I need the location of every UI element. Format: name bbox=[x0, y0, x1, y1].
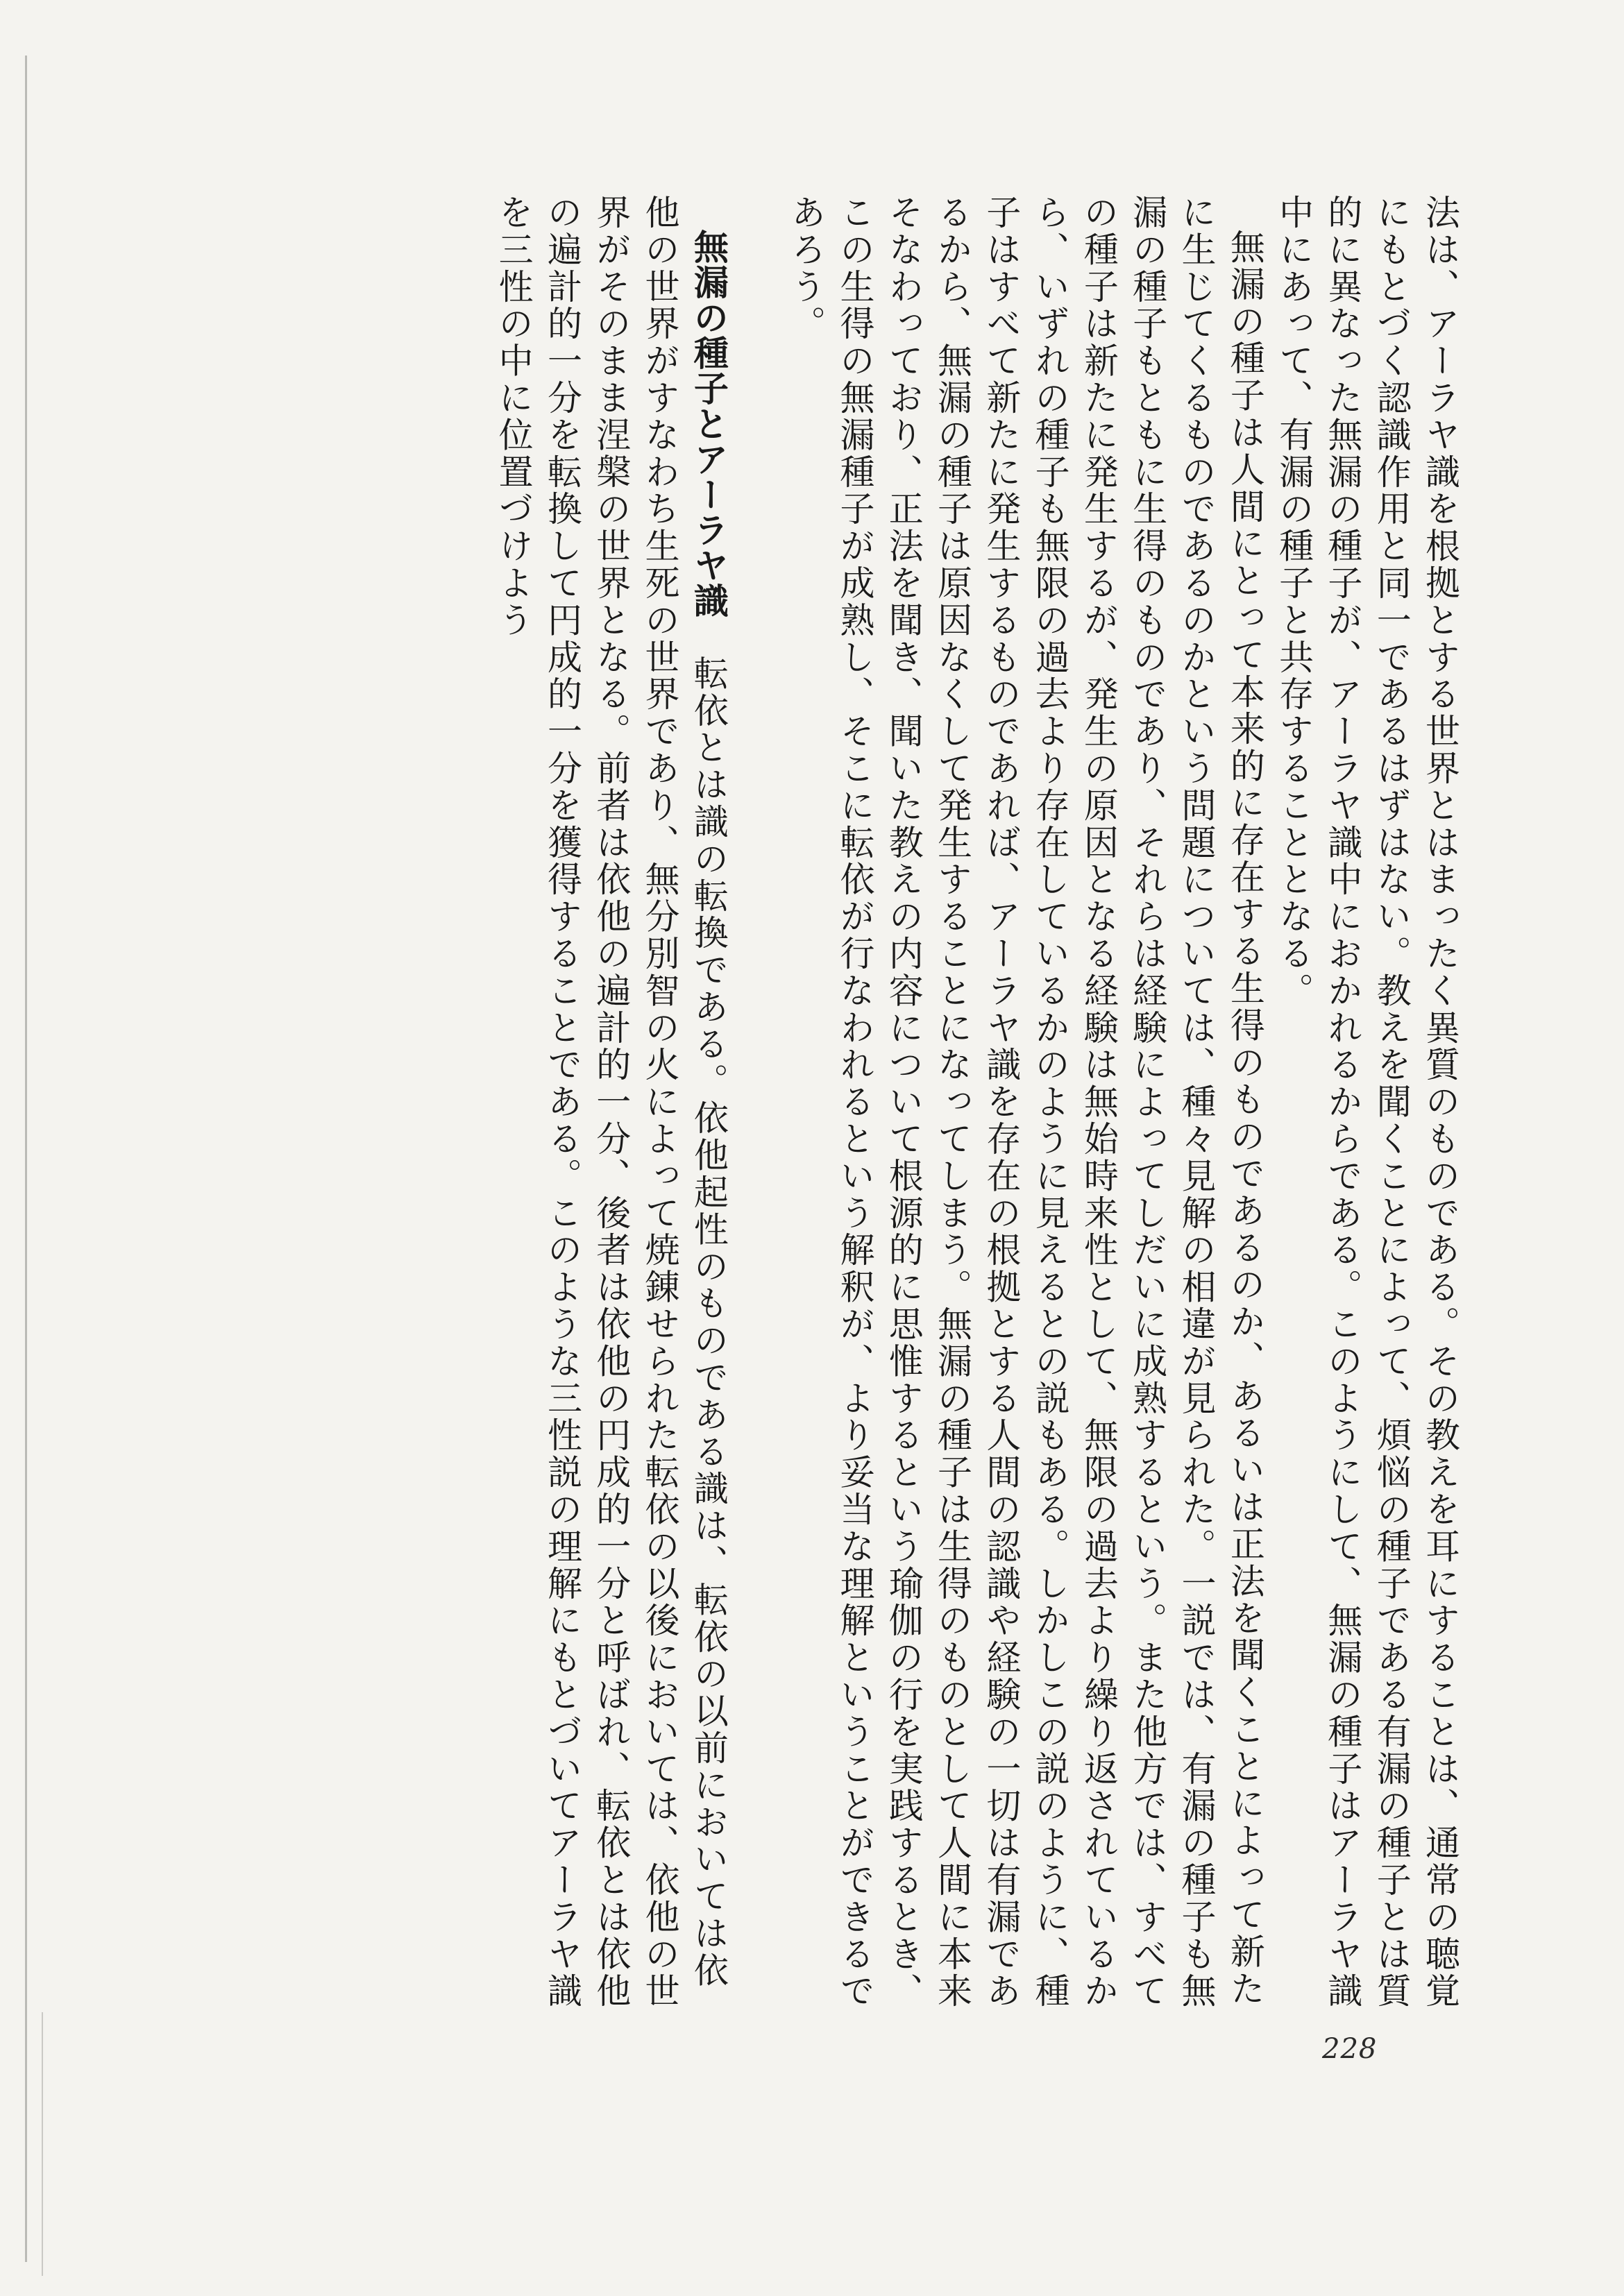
section-body: 転依とは識の転換である。依他起性のものである識は、転依の以前においては依他の世界がすなわち生死の世界であり、無分別智の火によって焼錬せられた転依の以後においては、依他の世界がそのまま涅槃の世界となる。前者は依他の遍計的一分、後者は依他の円成的一分と呼ばれ、転依とは依他の遍計的一分を転換して円成的一分を獲得することである。このような三性説の理解にもとづいてアーラヤ識を三性の中に位置づけよう bbox=[493, 194, 729, 2010]
section-paragraph bbox=[489, 194, 732, 2012]
binding-edge-line bbox=[25, 56, 27, 2262]
binding-edge-shadow bbox=[42, 2012, 43, 2276]
paragraph-2: 無漏の種子は人間にとって本来的に存在する生得のものであるのか、あるいは正法を聞くことによって新たに生じてくるものであるのかという問題については、種々見解の相違が見られた。一説では、有漏の種子も無漏の種子もともに生得のものであり、それらは経験によってしだいに成熟するという。また他方では、すべての種子は新たに発生するが、発生の原因となる経験は無始時来性として、無限の過去より繰り返されているから、いずれの種子も無限の過去より存在しているかのように見えるとの説もある。しかしこの説のように、種子はすべて新たに発生するものであれば、アーラヤ識を存在の根拠とする人間の認識や経験の一切は有漏であるから、無漏の種子は原因なくして発生することになってしまう。無漏の種子は生得のものとして人間に本来そなわっており、正法を聞き、聞いた教えの内容について根源的に思惟するという瑜伽の行を実践するとき、この生得の無漏種子が成熟し、そこに転依が行なわれるという解釈が、より妥当な理解ということができるであろう。 bbox=[786, 194, 1265, 2010]
paragraph-1: 法は、アーラヤ識を根拠とする世界とはまったく異質のものである。その教えを耳にすることは、通常の聴覚にもとづく認識作用と同一であるはずはない。教えを聞くことによって、煩悩の種子である有漏の種子とは質的に異なった無漏の種子が、アーラヤ識中におかれるからである。このようにして、無漏の種子はアーラヤ識中にあって、有漏の種子と共存することとなる。 bbox=[1274, 194, 1460, 2010]
vertical-text-body bbox=[229, 194, 1464, 2012]
page-number: 228 bbox=[1322, 2033, 1378, 2065]
section-heading: 無漏の種子とアーラヤ識 bbox=[688, 229, 729, 618]
section-gap bbox=[733, 194, 781, 2012]
